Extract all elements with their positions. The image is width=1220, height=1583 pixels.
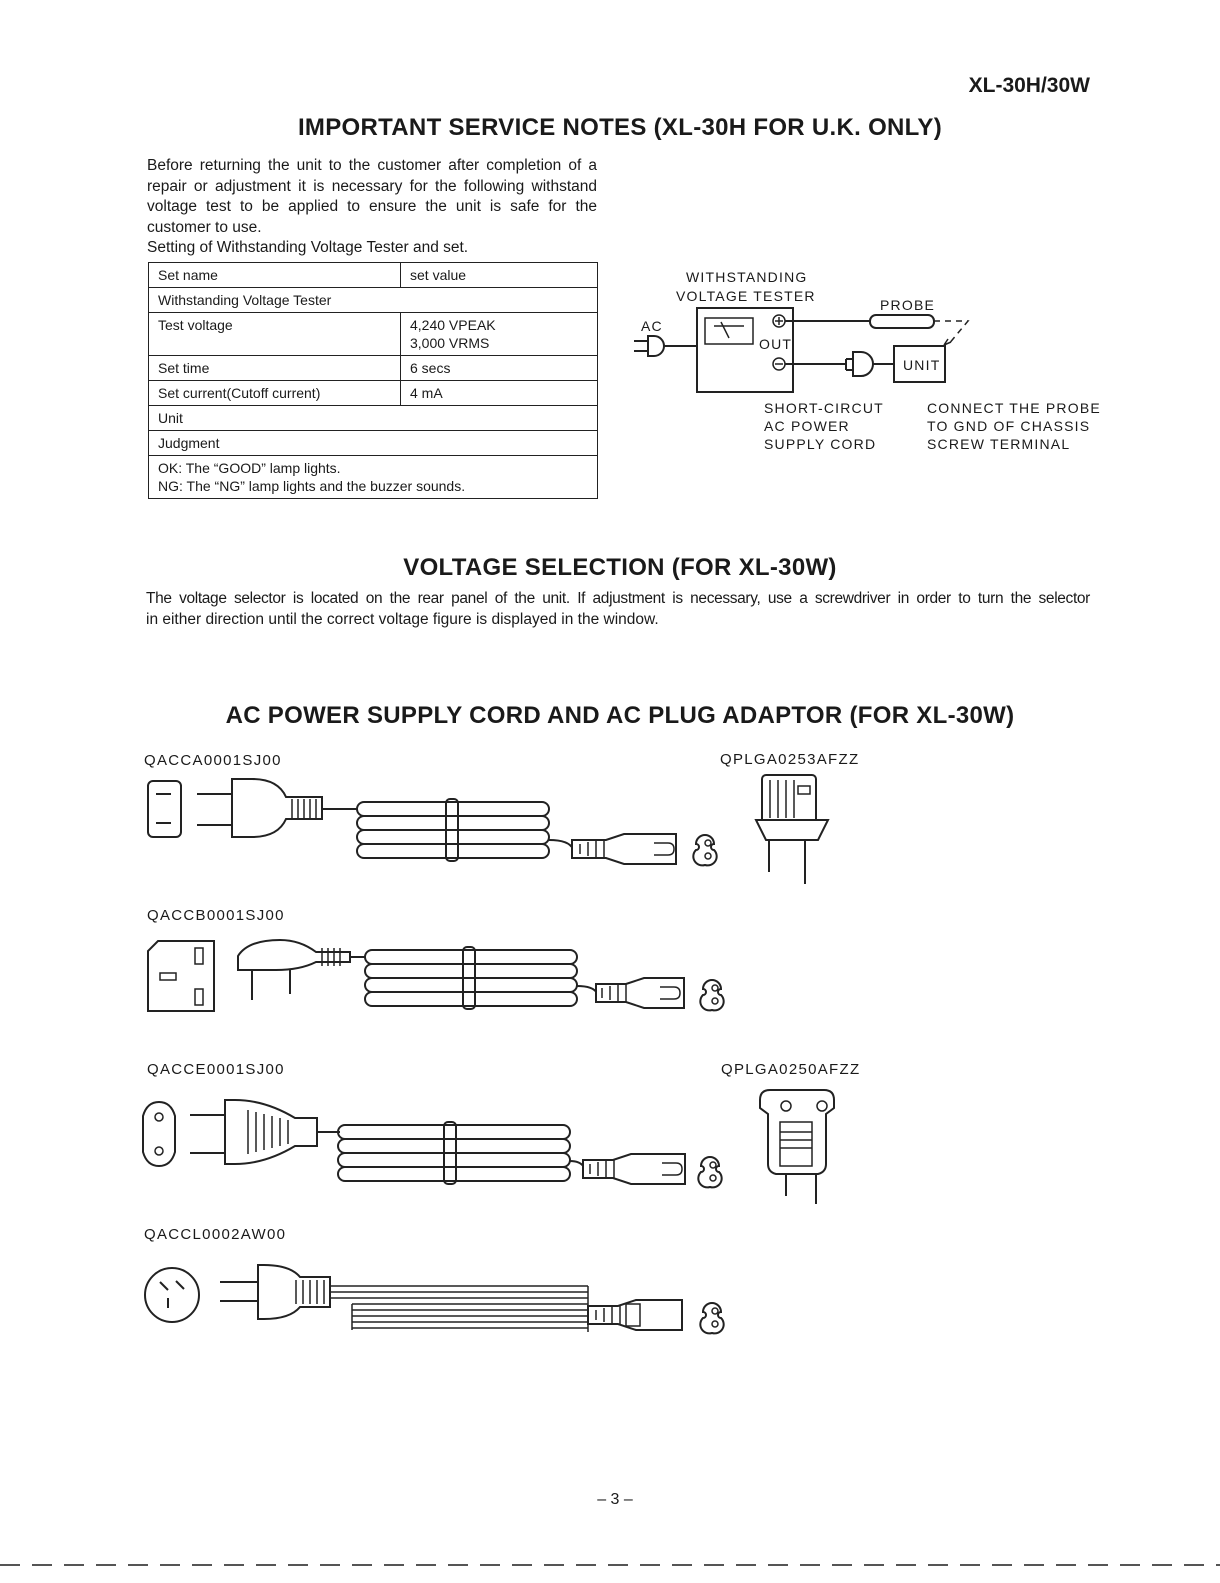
page-number: – 3 – [597,1491,633,1508]
service-notes-title: IMPORTANT SERVICE NOTES (XL-30H FOR U.K. ONLY) [297,114,943,141]
cord-l-drawing [145,1265,724,1333]
table-cell-name: Set time [149,356,401,381]
ac-label: AC [641,318,663,334]
bottom-dashed-rule [0,1564,1220,1566]
cord-a-drawing [148,779,717,865]
voltage-line: in either direction until the correct voltage figure is displayed in the window. [146,610,659,628]
voltage-line: The voltage selector is located on the rear panel of the unit. If adjustment is necessary, use a screwdriver in order to turn the selector [146,590,1090,607]
test-voltage-peak: 4,240 VPEAK [410,317,496,333]
tester-label-1: WITHSTANDING [686,269,808,285]
plug-type-e-icon [190,1100,340,1164]
short-circuit-line: SUPPLY CORD [764,436,877,452]
intro-line: customer to use. [147,218,262,236]
short-circuit-plug-icon [785,352,894,376]
table-cell-value: 4 mA [401,381,598,406]
plug-type-a-icon [197,779,358,837]
out-label: OUT [759,336,793,352]
table-cell-name: Test voltage [149,313,401,356]
socket-type-b-icon [148,941,214,1011]
appliance-connector-icon [572,834,676,864]
bundled-cable-icon [330,1286,588,1332]
adaptor-qplga0250-icon [760,1090,834,1204]
setting-caption: Setting of Withstanding Voltage Tester and set. [147,239,469,256]
coiled-cable-icon [357,799,573,861]
socket-type-a-icon [148,781,181,837]
minus-terminal-icon [773,358,785,370]
appliance-connector-icon [583,1154,685,1184]
coiled-cable-icon [365,947,597,1009]
table-section-judgment: Judgment [149,431,598,456]
table-header-name: Set name [149,263,401,288]
plug-type-b-icon [238,940,366,1000]
probe-arrow-icon [944,339,951,345]
meter-icon [705,318,753,344]
intro-line: Before returning the unit to the customer after completion of a [147,157,597,174]
voltage-selection-title: VOLTAGE SELECTION (FOR XL-30W) [403,554,837,581]
connect-line: TO GND OF CHASSIS [927,418,1091,434]
withstand-test-diagram [634,308,968,392]
model-number: XL-30H/30W [968,74,1090,97]
connect-line: CONNECT THE PROBE [927,400,1101,416]
adaptor-1-part-number: QPLGA0253AFZZ [720,751,860,768]
table-section-tester: Withstanding Voltage Tester [149,288,598,313]
connector-face-icon [700,980,723,1010]
unit-label: UNIT [903,357,941,373]
probe-icon [870,315,934,328]
table-cell-name: Set current(Cutoff current) [149,381,401,406]
plus-terminal-icon [773,315,785,327]
tester-label-2: VOLTAGE TESTER [676,288,816,304]
voltage-selection-text [146,589,1090,630]
judgment-ng: NG: The “NG” lamp lights and the buzzer sounds. [158,478,466,494]
adaptor-qplga0253-icon [756,775,828,884]
short-circuit-note [764,399,884,453]
plug-type-l-icon [220,1265,330,1319]
socket-type-l-icon [145,1268,199,1322]
adaptor-2-part-number: QPLGA0250AFZZ [721,1061,861,1078]
table-cell-value: 6 secs [401,356,598,381]
cord-l-part-number: QACCL0002AW00 [144,1226,287,1243]
short-circuit-line: AC POWER [764,418,850,434]
intro-line: voltage test to be applied to ensure the unit is safe for the [147,198,597,215]
socket-type-e-icon [143,1102,175,1166]
intro-line: repair or adjustment it is necessary for the following withstand [147,177,597,195]
connect-probe-note [927,399,1101,453]
cord-a-part-number: QACCA0001SJ00 [144,752,282,769]
appliance-connector-icon [588,1300,682,1330]
table-header-value: set value [401,263,598,288]
connector-face-icon [698,1157,721,1187]
connect-line: SCREW TERMINAL [927,436,1071,452]
probe-dashed-lead [934,321,968,345]
cord-e-part-number: QACCE0001SJ00 [147,1061,285,1078]
probe-label: PROBE [880,297,936,313]
cord-b-drawing [148,940,724,1011]
connector-face-icon [700,1303,723,1333]
ac-cords-title: AC POWER SUPPLY CORD AND AC PLUG ADAPTOR (FOR XL-30W) [225,702,1015,729]
appliance-connector-icon [596,978,684,1008]
connector-face-icon [693,835,716,865]
short-circuit-line: SHORT-CIRCUT [764,400,884,416]
coiled-cable-icon [338,1122,584,1184]
ac-plug-icon [634,336,697,356]
test-voltage-rms: 3,000 VRMS [410,335,490,351]
cord-b-part-number: QACCB0001SJ00 [147,907,285,924]
cord-e-drawing [143,1100,722,1187]
table-section-unit: Unit [149,406,598,431]
judgment-ok: OK: The “GOOD” lamp lights. [158,460,341,476]
